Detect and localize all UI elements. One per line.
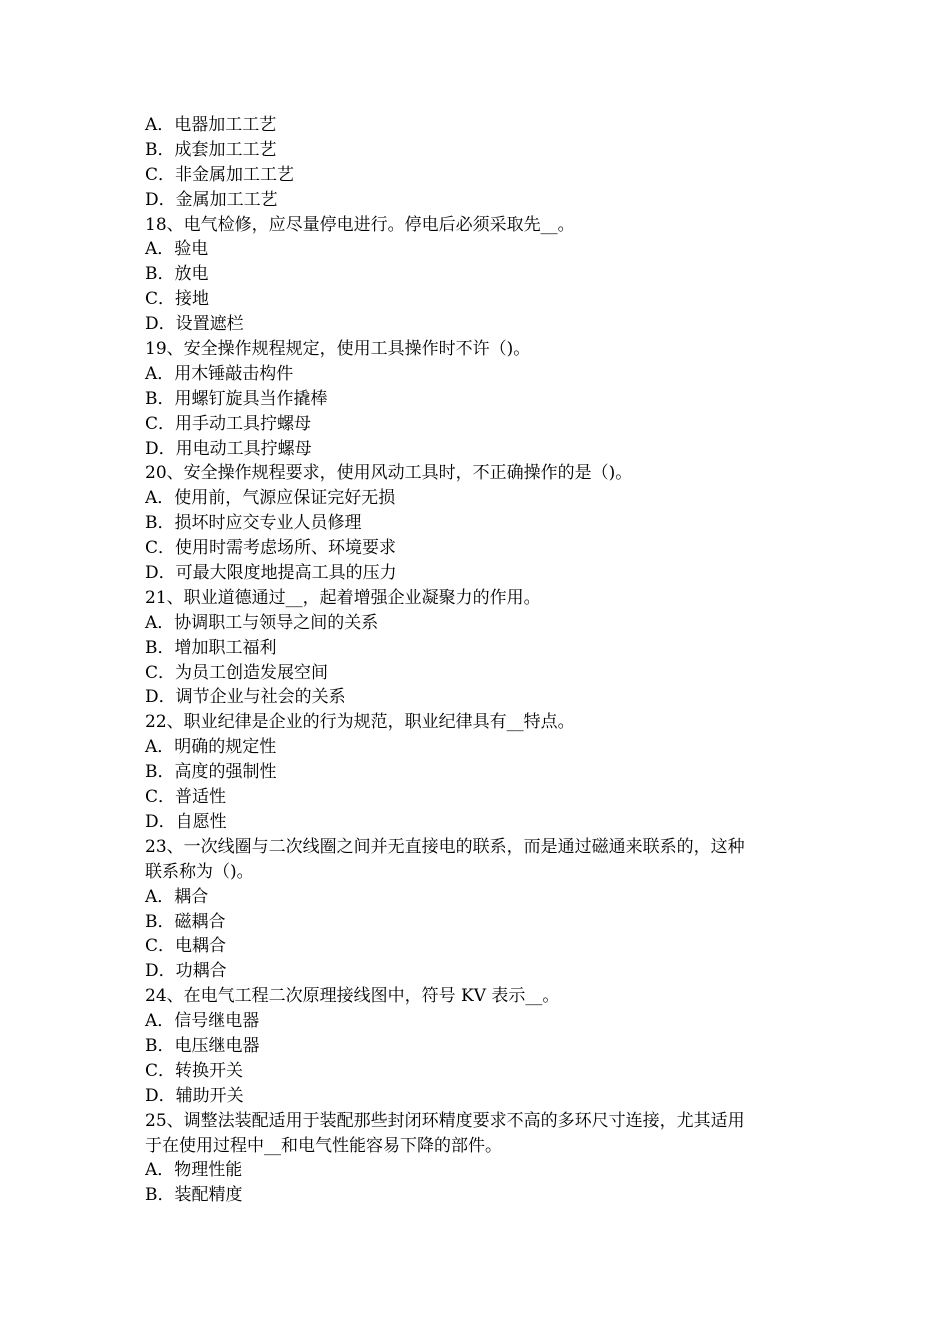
option-line: B．成套加工工艺 (145, 139, 277, 160)
option-line: C．普适性 (145, 787, 227, 808)
option-line: B．电压继电器 (145, 1035, 260, 1056)
option-line: C．非金属加工工艺 (145, 164, 295, 185)
question-20: 20、安全操作规程要求，使用风动工具时，不正确操作的是（)。 (145, 463, 633, 484)
option-line: A．明确的规定性 (145, 737, 277, 758)
option-line: B．装配精度 (145, 1185, 243, 1206)
option-line: A．耦合 (145, 886, 209, 907)
option-line: C．转换开关 (145, 1060, 244, 1081)
option-line: B．用螺钉旋具当作撬棒 (145, 388, 328, 409)
question-23: 23、一次线圈与二次线圈之间并无直接电的联系，而是通过磁通来联系的，这种 (145, 836, 745, 857)
option-line: A．验电 (145, 239, 209, 260)
option-line: D．辅助开关 (145, 1085, 244, 1106)
option-line: B．高度的强制性 (145, 762, 277, 783)
question-18: 18、电气检修，应尽量停电进行。停电后必须采取先__。 (145, 214, 575, 235)
option-line: C．为员工创造发展空间 (145, 662, 329, 683)
question-24: 24、在电气工程二次原理接线图中，符号 KV 表示__。 (145, 986, 560, 1007)
option-line: A．使用前，气源应保证完好无损 (145, 488, 396, 509)
question-25: 25、调整法装配适用于装配那些封闭环精度要求不高的多环尺寸连接，尤其适用 (145, 1110, 745, 1131)
option-line: D．自愿性 (145, 811, 227, 832)
option-line: A．用木锤敲击构件 (145, 363, 294, 384)
option-line: D．金属加工工艺 (145, 189, 278, 210)
option-line: D．设置遮栏 (145, 314, 244, 335)
document-page (145, 113, 810, 1208)
option-line: D．用电动工具拧螺母 (145, 438, 312, 459)
option-line: B．增加职工福利 (145, 637, 277, 658)
option-line: D．可最大限度地提高工具的压力 (145, 563, 397, 584)
option-line: C．使用时需考虑场所、环境要求 (145, 538, 397, 559)
option-line: B．损坏时应交专业人员修理 (145, 513, 362, 534)
option-line: B．放电 (145, 264, 209, 285)
option-line: C．电耦合 (145, 936, 227, 957)
option-line: C．用手动工具拧螺母 (145, 413, 312, 434)
option-line: A．电器加工工艺 (145, 115, 277, 135)
question-25-continued: 于在使用过程中__和电气性能容易下降的部件。 (145, 1135, 502, 1156)
question-19: 19、安全操作规程规定，使用工具操作时不许（)。 (145, 339, 531, 360)
question-23-continued: 联系称为（)。 (145, 861, 254, 882)
option-line: A．协调职工与领导之间的关系 (145, 612, 379, 633)
option-line: D．调节企业与社会的关系 (145, 687, 346, 708)
option-line: A．信号继电器 (145, 1011, 260, 1032)
option-line: C．接地 (145, 289, 210, 310)
question-21: 21、职业道德通过__，起着增强企业凝聚力的作用。 (145, 587, 541, 608)
option-line: D．功耦合 (145, 961, 227, 982)
question-22: 22、职业纪律是企业的行为规范，职业纪律具有__特点。 (145, 712, 575, 733)
option-line: A．物理性能 (145, 1160, 243, 1181)
option-line: B．磁耦合 (145, 911, 226, 932)
